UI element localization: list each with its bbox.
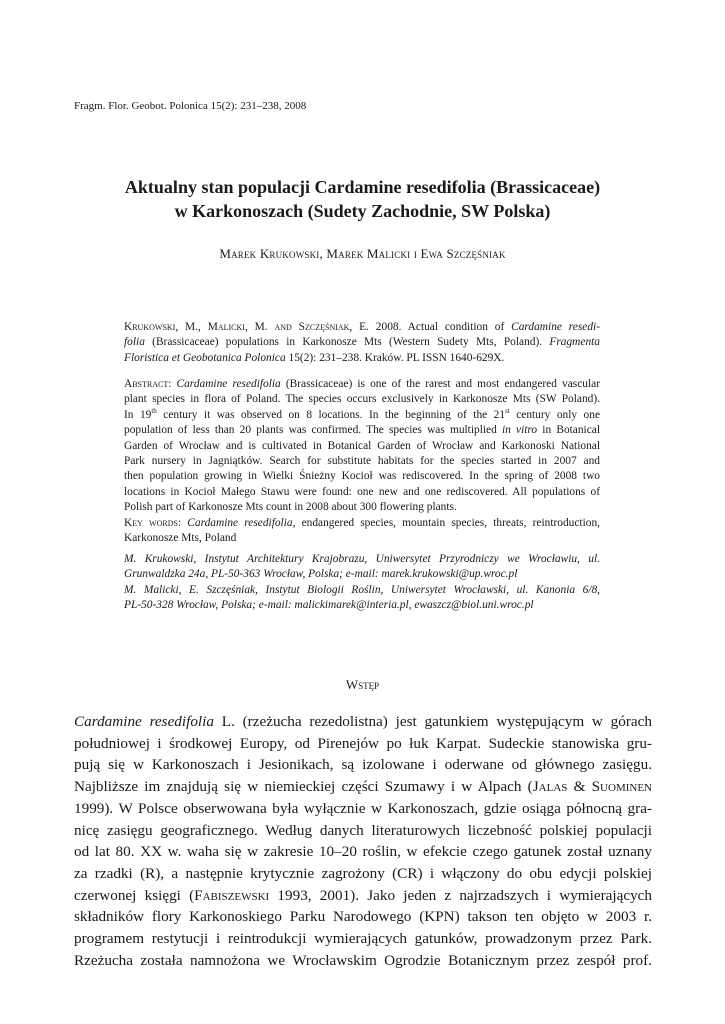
citation-text: 15(2): 231–238. Kraków. PL ISSN 1640-629X. [285, 351, 505, 364]
citation-species: folia [124, 336, 145, 349]
citation-journal: Fragmenta [549, 336, 600, 349]
body-line: 1999). W Polsce obserwowana była wyłącznie w Karkonoszach, gdzie osiąga północną gra- [74, 799, 652, 817]
abstract-line: then population growing in Wielki Śnieżny Kocioł was rediscovered. In the spring of 2008 two [124, 470, 600, 483]
keywords [124, 516, 600, 547]
body-line: pują się w Karkonoszach i Jesionikach, są izolowane i oderwane od głównego zasięgu. [74, 756, 652, 774]
article-title [0, 175, 725, 223]
author-list: Marek Krukowski, Marek Malicki i Ewa Szczęśniak [219, 246, 506, 261]
body-line: od lat 80. XX w. waha się w zakresie 10–20 roślin, w efekcie czego gatunek został uznany [74, 843, 652, 861]
citation-journal: Floristica et Geobotanica Polonica [124, 351, 286, 364]
journal-citation-header: Fragm. Flor. Geobot. Polonica 15(2): 231–238, 2008 [74, 100, 307, 112]
abstract-line: Park nursery in Jagniątków. Search for substitute habitats for the species started in 2007 and [124, 455, 600, 468]
citation-text: 2008. Actual condition of [368, 321, 512, 333]
keywords-line: Karkonosze Mts, Poland [124, 532, 237, 545]
keywords-species: Cardamine resedifolia [187, 517, 293, 529]
abstract-term: in vitro [501, 424, 538, 437]
citation-line [124, 335, 600, 350]
keywords-label: Key words: [124, 517, 182, 529]
keywords-line [124, 516, 600, 531]
address-line: M. Malicki, E. Szczęśniak, Instytut Biologii Roślin, Uniwersytet Wrocławski, ul. Kanonia 6/8, [124, 583, 600, 596]
citation-line [124, 351, 600, 366]
abstract-text: In 19 [124, 408, 152, 421]
body-line: programem restytucji i reintrodukcji wymierających gatunków, prowadzonym przez Park. [74, 930, 652, 948]
citation-authors: Krukowski, M., Malicki, M. and Szczęśniak, E. [124, 321, 369, 333]
body-species: Cardamine resedifolia [74, 713, 214, 730]
abstract-text: century only one [509, 408, 600, 421]
body-citation-authors: Jalas & Suominen [532, 778, 652, 796]
section-heading: Wstęp [345, 677, 380, 692]
body-text-span: czerwonej księgi ( [74, 886, 195, 904]
body-line: nicę zasięgu geograficznego. Według danych literaturowych liczebność polskiej populacji [74, 821, 652, 839]
abstract-line: Polish part of Karkonosze Mts count in 2008 about 300 flowering plants. [124, 501, 457, 514]
body-line: składników flory Karkonoskiego Parku Narodowego (KPN) takson ten objęto w 2003 r. [74, 908, 652, 926]
body-line [74, 776, 652, 798]
abstract-line: plant species in flora of Poland. The species occurs exclusively in Karkonosze Mts (SW Poland). [124, 393, 600, 406]
body-text [74, 711, 652, 971]
abstract-line [124, 408, 600, 423]
article-title-line-1: Aktualny stan populacji Cardamine resedifolia (Brassicaceae) [124, 177, 601, 197]
address-line: PL-50-328 Wrocław, Polska; e-mail: malickimarek@interia.pl, ewaszcz@biol.uni.wroc.pl [124, 599, 534, 612]
body-text-span: L. (rzeżucha rezedolistna) jest gatunkiem występującym w górach [213, 713, 652, 730]
superscript: st [505, 407, 510, 416]
abstract-species: Cardamine resedifolia [176, 378, 281, 390]
body-line: południowej i środkowej Europy, od Pirenejów po łuk Karpat. Sudeckie stanowiska gru- [74, 734, 652, 752]
author-addresses [124, 552, 600, 614]
address-line: Grunwaldzka 24a, PL-50-363 Wrocław, Polska; e-mail: marek.krukowski@up.wroc.pl [124, 568, 518, 581]
superscript: th [151, 407, 157, 416]
body-line [74, 711, 652, 733]
abstract-label: Abstract: [124, 378, 172, 390]
address-line: M. Krukowski, Instytut Architektury Krajobrazu, Uniwersytet Przyrodniczy we Wrocławiu, ul. [124, 553, 600, 565]
body-text-span: 1993, 2001). Jako jeden z najrzadszych i wymierających [269, 886, 653, 904]
abstract-line [124, 377, 600, 392]
keywords-text: , endangered species, mountain species, threats, reintroduction, [292, 517, 600, 529]
article-title-line-2: w Karkonoszach (Sudety Zachodnie, SW Polska) [174, 201, 551, 221]
citation-line [124, 320, 600, 335]
abstract-text: population of less than 20 plants was confirmed. The species was multiplied [124, 424, 502, 437]
citation-species: Cardamine resedi- [511, 321, 601, 333]
abstract-text: century it was observed on 8 locations. In the beginning of the 21 [156, 408, 506, 421]
body-line: za rzadki (R), a następnie krytycznie zagrożony (CR) i włączony do obu edycji polskiej [74, 864, 652, 882]
abstract-text: in Botanical [537, 424, 600, 437]
body-line: Rzeżucha została namnożona we Wrocławskim Ogrodzie Botanicznym przez zespół prof. [74, 951, 652, 969]
abstract-line: locations in Kocioł Małego Stawu were found: one new and one rediscovered. All populations of [124, 485, 600, 498]
body-line [74, 885, 652, 907]
abstract-line: Garden of Wrocław and is cultivated in Botanical Garden of Wrocław and Karkonoski National [124, 439, 600, 452]
abstract-text: (Brassicaceae) is one of the rarest and most endangered vascular [280, 378, 600, 390]
bibliographic-citation [124, 320, 600, 366]
abstract [124, 377, 600, 516]
abstract-line [124, 423, 600, 438]
body-citation-authors: Fabiszewski [194, 886, 270, 904]
citation-text: (Brassicaceae) populations in Karkonosze Mts (Western Sudety Mts, Poland). [144, 336, 550, 349]
body-text-span: Najbliższe im znajdują się w niemieckiej części Szumawy i w Alpach ( [74, 778, 533, 796]
